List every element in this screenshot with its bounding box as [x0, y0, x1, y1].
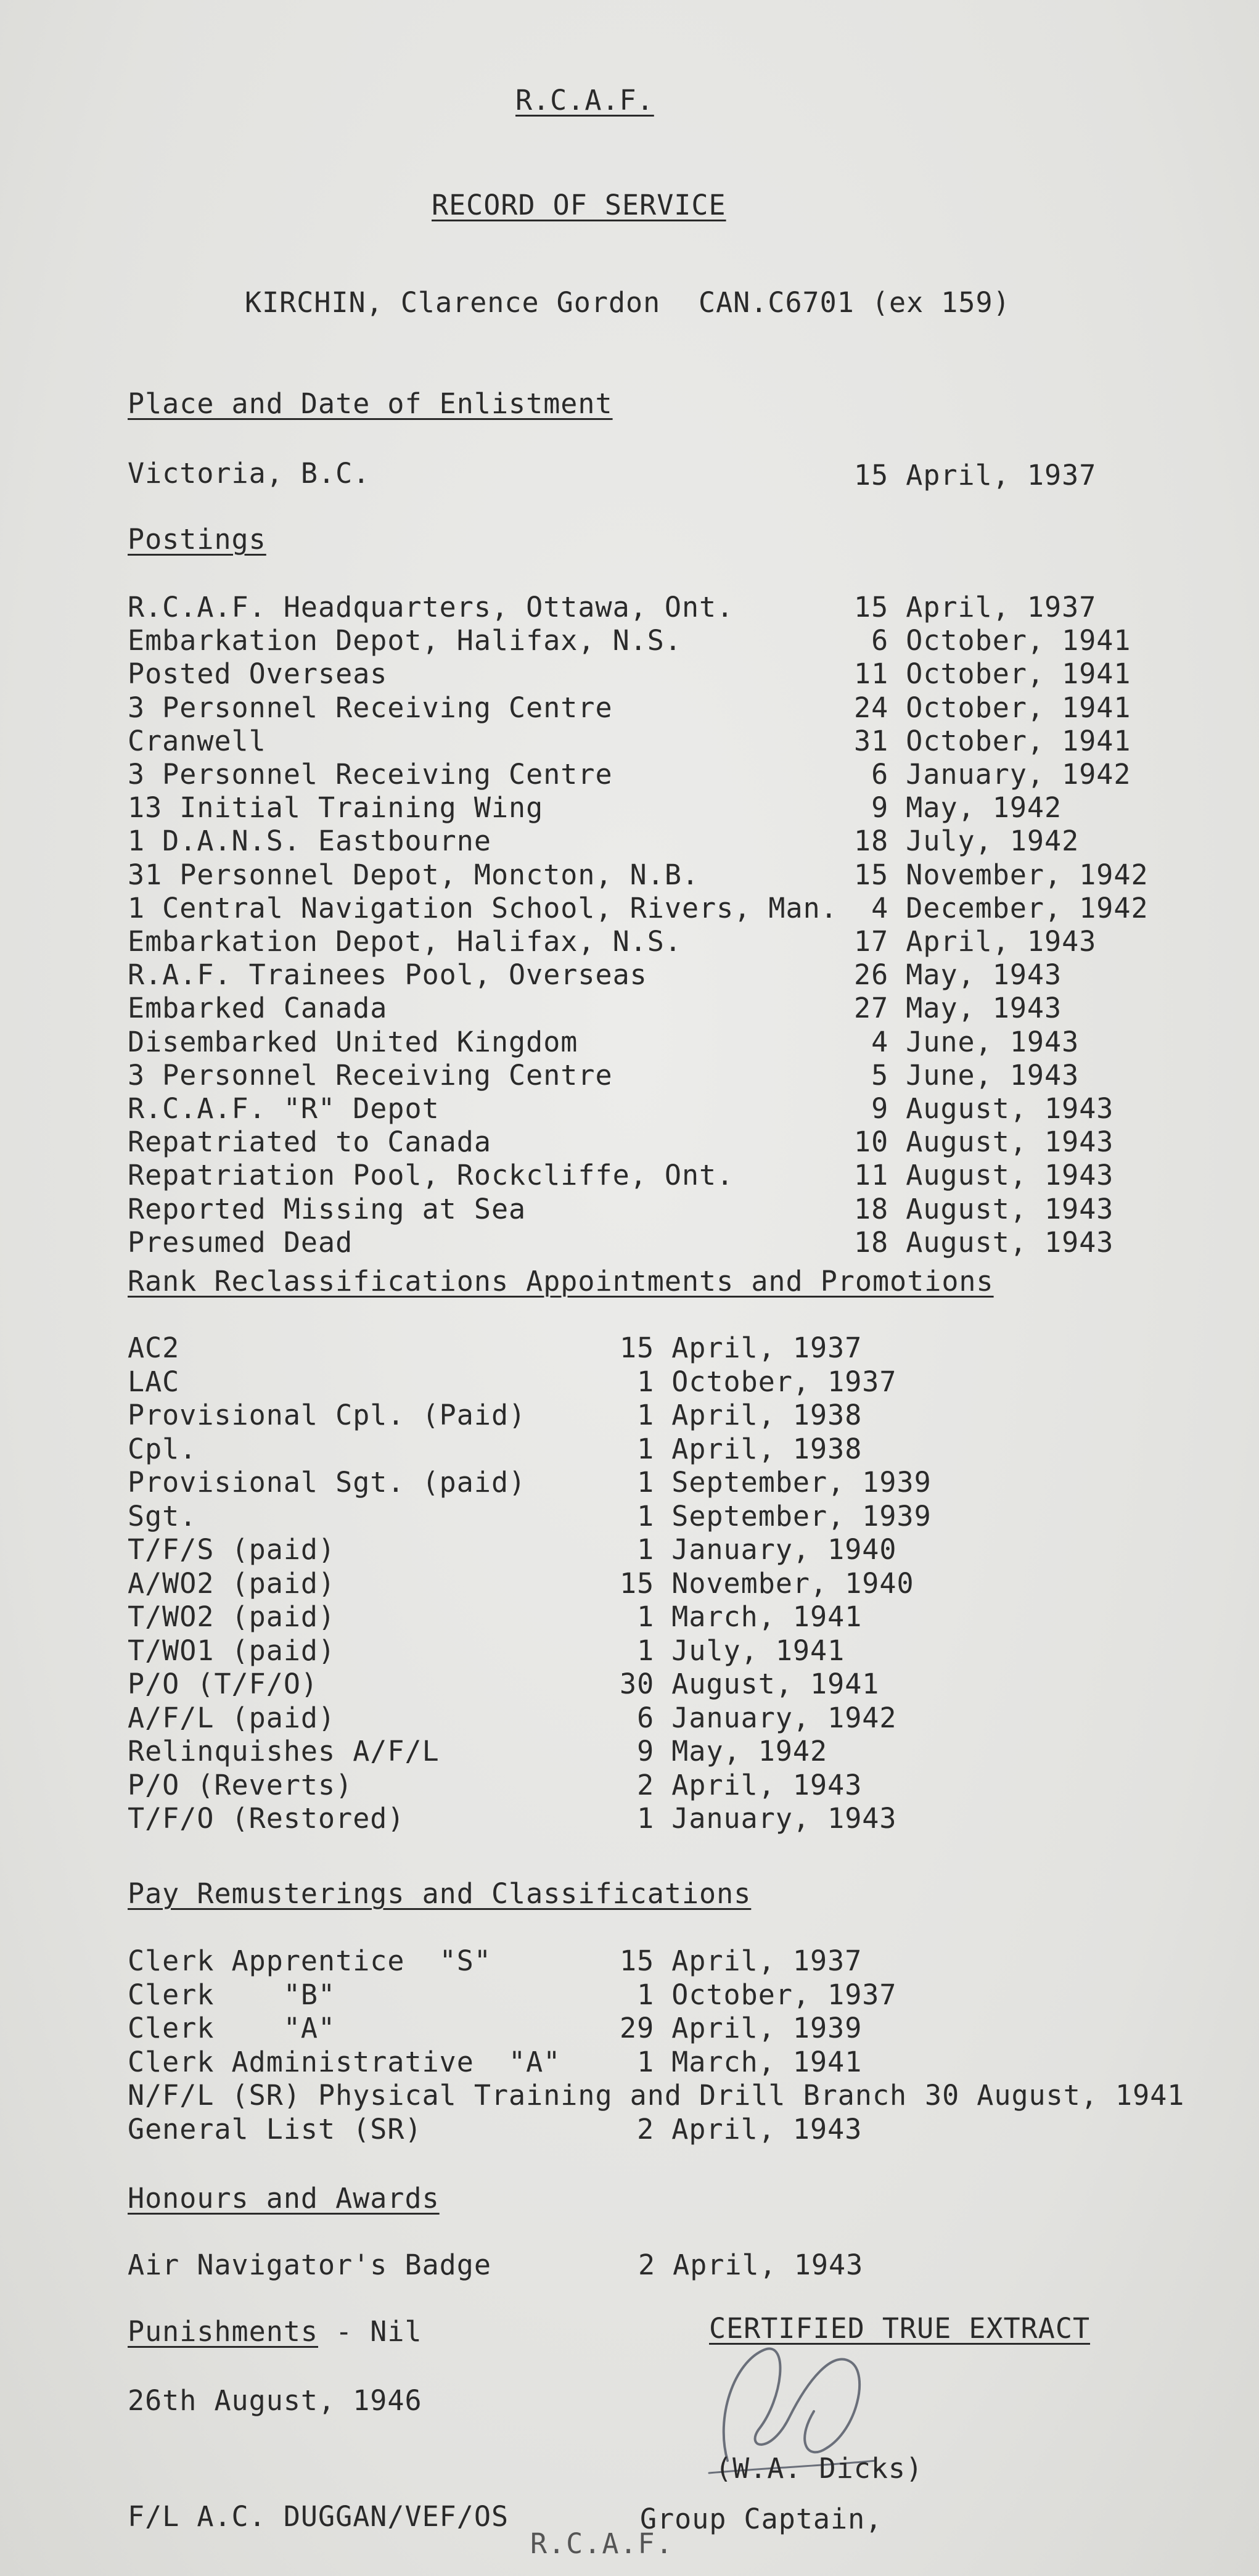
posting-label: 31 Personnel Depot, Moncton, N.B. — [128, 858, 700, 891]
rank-date: 1 July, 1941 — [620, 1634, 845, 1667]
posting-date: 18 August, 1943 — [854, 1192, 1114, 1225]
pay-item-label: Clerk Administrative "A" — [128, 2045, 561, 2078]
rank-date: 9 May, 1942 — [620, 1735, 828, 1767]
office-stamp: R.C.A.F. — [530, 2527, 674, 2560]
rank-label: Provisional Sgt. (paid) — [128, 1466, 527, 1499]
document-title: RECORD OF SERVICE — [432, 189, 726, 221]
rank-date: 1 April, 1938 — [620, 1432, 863, 1465]
member-name: KIRCHIN, Clarence Gordon — [245, 286, 661, 319]
posting-date: 5 June, 1943 — [854, 1058, 1080, 1092]
signatory-rank: Group Captain, — [640, 2503, 883, 2535]
org-header: R.C.A.F. — [515, 84, 654, 117]
rank-date: 1 January, 1940 — [620, 1533, 897, 1566]
rank-label: T/WO1 (paid) — [128, 1634, 336, 1667]
rank-date: 1 April, 1938 — [620, 1399, 863, 1431]
posting-label: 1 D.A.N.S. Eastbourne — [128, 825, 491, 858]
signatory-name: (W.A. Dicks) — [715, 2452, 924, 2485]
rank-label: A/F/L (paid) — [128, 1701, 336, 1734]
posting-label: Repatriation Pool, Rockcliffe, Ont. — [128, 1159, 734, 1192]
posting-date: 15 November, 1942 — [854, 858, 1149, 891]
posting-date: 31 October, 1941 — [854, 724, 1131, 757]
rank-label: AC2 — [128, 1331, 180, 1364]
pay-item-date: 2 April, 1943 — [620, 2112, 863, 2146]
rank-label: A/WO2 (paid) — [128, 1566, 336, 1600]
posting-label: 3 Personnel Receiving Centre — [128, 758, 613, 791]
posting-label: Embarked Canada — [128, 992, 388, 1025]
posting-label: R.C.A.F. Headquarters, Ottawa, Ont. — [128, 591, 734, 623]
honour-label: Air Navigator's Badge — [128, 2249, 491, 2281]
punishments-heading: Punishments — [128, 2315, 319, 2348]
pay-item-label: Clerk "B" — [128, 1978, 336, 2011]
posting-date: 9 August, 1943 — [854, 1092, 1114, 1125]
posting-date: 15 April, 1937 — [854, 591, 1097, 623]
rank-date: 6 January, 1942 — [620, 1701, 897, 1734]
certified-label: CERTIFIED TRUE EXTRACT — [709, 2312, 1091, 2345]
ranks-heading: Rank Reclassifications Appointments and Promotions — [128, 1265, 994, 1298]
rank-date: 30 August, 1941 — [620, 1668, 880, 1700]
rank-date: 15 November, 1940 — [620, 1566, 914, 1600]
posting-label: R.C.A.F. "R" Depot — [128, 1092, 440, 1125]
posting-date: 24 October, 1941 — [854, 691, 1131, 724]
posting-label: Reported Missing at Sea — [128, 1192, 527, 1225]
posting-label: 13 Initial Training Wing — [128, 791, 544, 825]
honour-date: 2 April, 1943 — [638, 2249, 864, 2281]
postings-heading: Postings — [128, 523, 266, 556]
rank-date: 2 April, 1943 — [620, 1768, 863, 1801]
pay-heading: Pay Remusterings and Classifications — [128, 1877, 752, 1910]
posting-date: 4 December, 1942 — [854, 891, 1149, 924]
pay-item-label: Clerk "A" — [128, 2012, 336, 2044]
posting-date: 18 August, 1943 — [854, 1225, 1114, 1259]
certification-date: 26th August, 1946 — [128, 2384, 422, 2417]
enlistment-heading: Place and Date of Enlistment — [128, 387, 613, 420]
posting-label: 3 Personnel Receiving Centre — [128, 691, 613, 724]
posting-label: Embarkation Depot, Halifax, N.S. — [128, 925, 682, 958]
posting-date: 10 August, 1943 — [854, 1125, 1114, 1159]
service-number: CAN.C6701 (ex 159) — [699, 286, 1011, 319]
rank-label: T/WO2 (paid) — [128, 1600, 336, 1633]
pay-item-label: Clerk Apprentice "S" — [128, 1944, 491, 1977]
posting-label: R.A.F. Trainees Pool, Overseas — [128, 958, 647, 992]
posting-label: Repatriated to Canada — [128, 1125, 491, 1159]
pay-item-date: 30 August, 1941 — [925, 2079, 1185, 2112]
posting-date: 4 June, 1943 — [854, 1025, 1080, 1058]
rank-date: 1 September, 1939 — [620, 1499, 932, 1533]
punishments-line — [128, 2315, 422, 2348]
rank-date: 1 October, 1937 — [620, 1365, 897, 1398]
posting-label: Cranwell — [128, 724, 266, 757]
punishments-value: - Nil — [318, 2315, 422, 2348]
posting-date: 26 May, 1943 — [854, 958, 1062, 992]
posting-date: 11 August, 1943 — [854, 1159, 1114, 1192]
posting-date: 11 October, 1941 — [854, 657, 1131, 691]
clerk-reference: F/L A.C. DUGGAN/VEF/OS — [128, 2500, 509, 2533]
rank-label: LAC — [128, 1365, 180, 1398]
posting-label: Embarkation Depot, Halifax, N.S. — [128, 624, 682, 657]
posting-date: 6 October, 1941 — [854, 624, 1131, 657]
posting-label: Disembarked United Kingdom — [128, 1025, 578, 1058]
pay-item-label: N/F/L (SR) Physical Training and Drill Branch — [128, 2079, 908, 2112]
posting-date: 17 April, 1943 — [854, 925, 1097, 958]
enlistment-place: Victoria, B.C. — [128, 457, 371, 490]
honours-heading: Honours and Awards — [128, 2182, 440, 2215]
pay-item-date: 1 October, 1937 — [620, 1978, 897, 2011]
rank-label: T/F/S (paid) — [128, 1533, 336, 1566]
rank-label: Provisional Cpl. (Paid) — [128, 1399, 527, 1431]
rank-date: 1 September, 1939 — [620, 1466, 932, 1499]
posting-label: 1 Central Navigation School, Rivers, Man. — [128, 891, 838, 924]
posting-date: 18 July, 1942 — [854, 825, 1080, 858]
rank-date: 15 April, 1937 — [620, 1331, 863, 1364]
posting-label: Presumed Dead — [128, 1225, 353, 1259]
enlistment-date: 15 April, 1937 — [854, 459, 1097, 492]
posting-date: 27 May, 1943 — [854, 992, 1062, 1025]
rank-label: Sgt. — [128, 1499, 197, 1533]
rank-date: 1 January, 1943 — [620, 1802, 897, 1835]
pay-item-date: 29 April, 1939 — [620, 2012, 863, 2044]
posting-label: 3 Personnel Receiving Centre — [128, 1058, 613, 1092]
posting-date: 6 January, 1942 — [854, 758, 1131, 791]
rank-date: 1 March, 1941 — [620, 1600, 863, 1633]
pay-item-date: 1 March, 1941 — [620, 2045, 863, 2078]
rank-label: P/O (Reverts) — [128, 1768, 353, 1801]
rank-label: Cpl. — [128, 1432, 197, 1465]
pay-item-label: General List (SR) — [128, 2112, 422, 2146]
rank-label: T/F/O (Restored) — [128, 1802, 405, 1835]
rank-label: Relinquishes A/F/L — [128, 1735, 440, 1767]
posting-label: Posted Overseas — [128, 657, 388, 691]
pay-item-date: 15 April, 1937 — [620, 1944, 863, 1977]
posting-date: 9 May, 1942 — [854, 791, 1062, 825]
rank-label: P/O (T/F/O) — [128, 1668, 319, 1700]
